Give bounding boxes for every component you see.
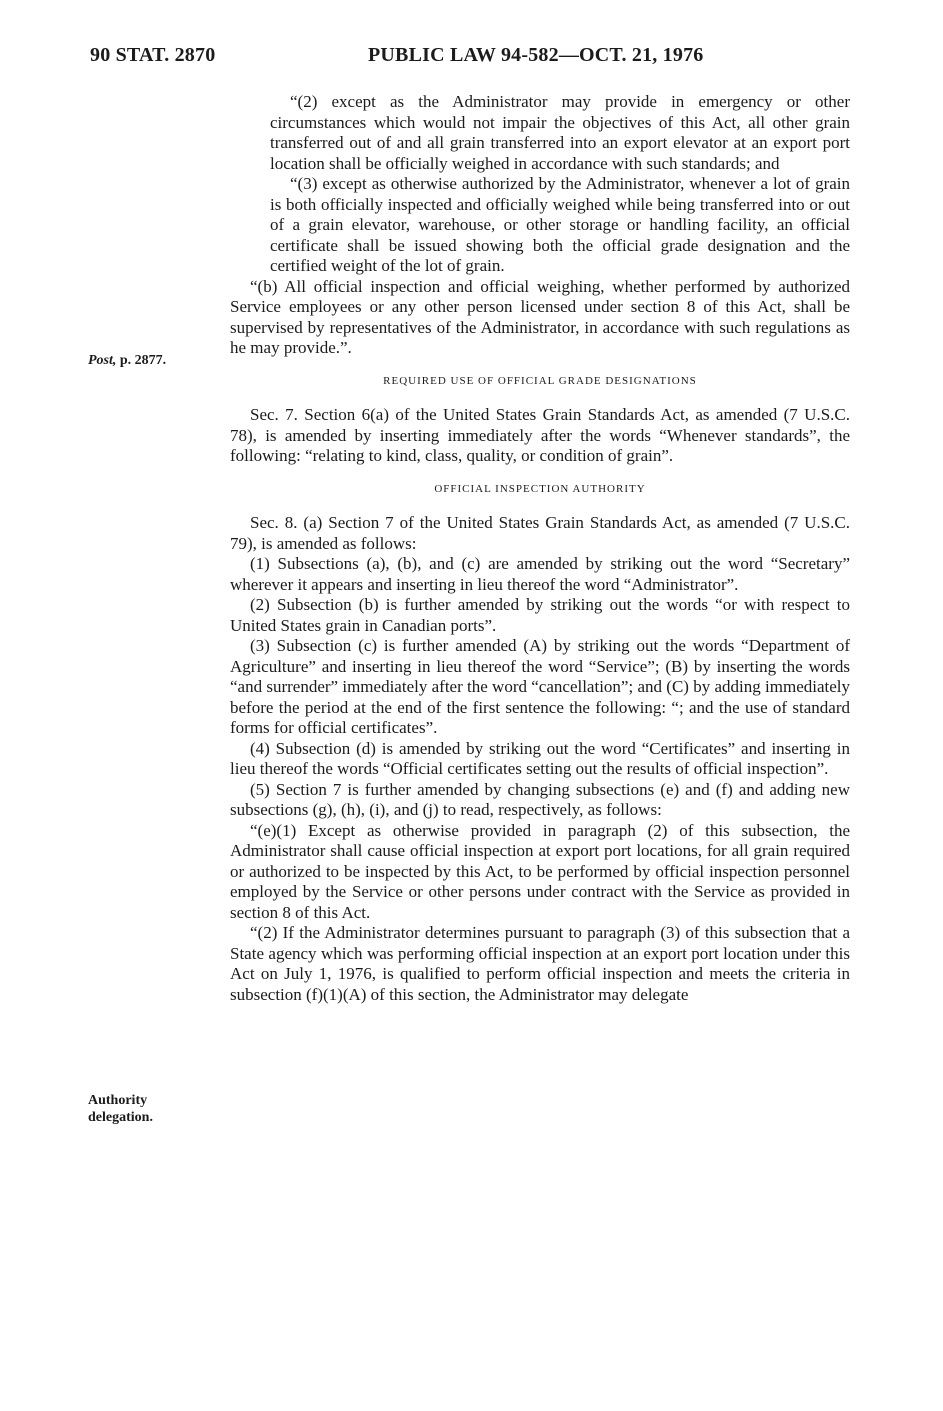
paragraph-3: “(3) except as otherwise authorized by the Administrator, whenever a lot of grain is both officially inspected and officially weighed while being transferred into or out of a grain elevator, warehouse, or other storage or handling facility, an official certificate shall be issued showing both the official grade designation and the certified weight of the lot of grain. xyxy=(270,174,850,275)
subsection-e-1: “(e)(1) Except as otherwise provided in paragraph (2) of this subsection, the Administrator shall cause official inspection at export port locations, for all grain required or authorized to be inspected by this Act, to be performed by official inspection personnel employed by the Service or other persons under contract with the Service as provided in section 8 of this Act. xyxy=(230,820,850,922)
section-heading: OFFICIAL INSPECTION AUTHORITY xyxy=(434,482,646,495)
margin-note-authority-line2: delegation. xyxy=(88,1110,153,1125)
amendment-3: (3) Subsection (c) is further amended (A) by striking out the words “Department of Agriculture” and inserting in lieu thereof the word “Service”; (B) by inserting the words “and surrender” immediately after the word “cancellation”; and (C) by adding immediately before the period at the end of the first sentence the following: “; and the use of standard forms for official certificates”. xyxy=(230,636,850,737)
amendment-4: (4) Subsection (d) is amended by striking out the word “Certificates” and inserting in lieu thereof the words “Official certificates setting out the results of official inspection”. xyxy=(230,738,850,778)
amendment-1: (1) Subsections (a), (b), and (c) are amended by striking out the word “Secretary” wherever it appears and inserting in lieu thereof the word “Administrator”. xyxy=(230,554,850,594)
margin-note-post-reference xyxy=(88,352,166,369)
amendment-2: (2) Subsection (b) is further amended by striking out the words “or with respect to United States grain in Canadian ports”. xyxy=(230,595,850,635)
margin-note-post-italic: Post, xyxy=(88,353,117,368)
body-text xyxy=(230,92,850,1005)
amendment-5: (5) Section 7 is further amended by changing subsections (e) and (f) and adding new subsections (g), (h), (i), and (j) to read, respectively, as follows: xyxy=(230,779,850,819)
section-8-intro: Sec. 8. (a) Section 7 of the United States Grain Standards Act, as amended (7 U.S.C. 79), is amended as follows: xyxy=(230,513,850,553)
margin-note-authority-line1: Authority xyxy=(88,1093,148,1108)
section-7-text: Sec. 7. Section 6(a) of the United States Grain Standards Act, as amended (7 U.S.C. 78), is amended by inserting immediately after the words “Whenever standards”, the following: “relating to kind, class, quality, or condition of grain”. xyxy=(230,405,850,465)
subsection-e-2: “(2) If the Administrator determines pursuant to paragraph (3) of this subsection that a State agency which was performing official inspection at an export port location under this Act on July 1, 1976, is qualified to perform official inspection and meets the criteria in subsection (f)(1)(A) of this section, the Administrator may delegate xyxy=(230,923,850,1004)
paragraph-2: “(2) except as the Administrator may provide in emergency or other circumstances which would not impair the objectives of this Act, all other grain transferred out of and all grain transferred into an export elevator at an export port location shall be officially weighed in accordance with such standards; and xyxy=(270,92,850,173)
paragraph-b: “(b) All official inspection and official weighing, whether performed by authorized Service employees or any other person licensed under section 8 of this Act, shall be supervised by representatives of the Administrator, in accordance with such regulations as he may provide.”. xyxy=(230,276,850,357)
margin-note-authority-delegation xyxy=(88,1092,153,1126)
page-number: 90 STAT. 2870 xyxy=(90,44,216,66)
running-head: PUBLIC LAW 94-582—OCT. 21, 1976 xyxy=(368,44,704,66)
section-heading: REQUIRED USE OF OFFICIAL GRADE DESIGNATIONS xyxy=(383,374,697,387)
margin-note-post-page: p. 2877. xyxy=(119,353,167,368)
